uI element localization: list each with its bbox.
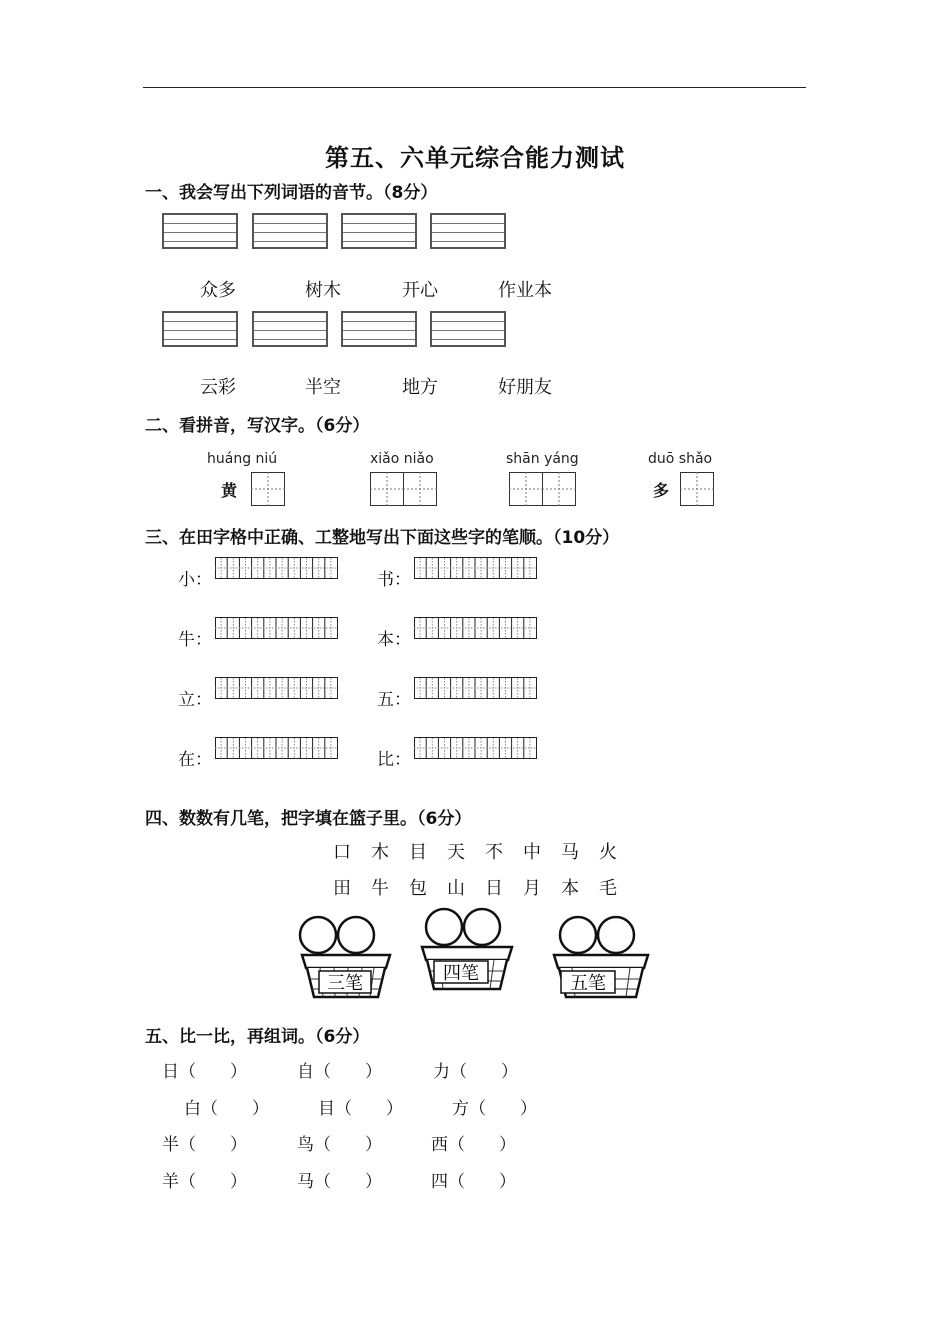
vocab-word: 地方 [402, 377, 438, 398]
baskets [290, 905, 660, 1005]
word-formation-item[interactable]: 马（ ） [297, 1172, 382, 1192]
stroke-order-grid[interactable] [215, 677, 338, 699]
word-formation-item[interactable]: 力（ ） [433, 1062, 518, 1082]
pinyin-writing-box[interactable] [430, 213, 506, 249]
vocab-word: 云彩 [200, 377, 236, 398]
word-formation-item[interactable]: 四（ ） [431, 1172, 516, 1192]
basket-five-strokes [554, 917, 648, 997]
sort-character: 月 [523, 878, 541, 899]
tianzige-box[interactable] [680, 472, 714, 506]
sort-character: 日 [485, 878, 503, 899]
sort-character: 牛 [371, 878, 389, 899]
header-rule [143, 87, 806, 88]
tianzige-box[interactable] [251, 472, 285, 506]
sort-character: 毛 [599, 878, 617, 899]
page-title: 第五、六单元综合能力测试 [325, 144, 625, 172]
pinyin-writing-box[interactable] [162, 311, 238, 347]
vocab-word: 半空 [305, 377, 341, 398]
tianzige-box[interactable] [370, 472, 404, 506]
basket-label-2: 四笔 [443, 963, 479, 984]
section-5-heading: 五、比一比，再组词。（6分） [145, 1027, 370, 1047]
stroke-order-grid[interactable] [215, 737, 338, 759]
stroke-char-label: 本： [377, 630, 411, 650]
sort-character: 本 [561, 878, 579, 899]
stroke-char-label: 牛： [178, 630, 212, 650]
sort-character: 包 [409, 878, 427, 899]
word-formation-item[interactable]: 方（ ） [452, 1099, 537, 1119]
section-4-heading: 四、数数有几笔，把字填在篮子里。（6分） [145, 809, 472, 829]
sort-character: 火 [599, 842, 617, 863]
section-1-heading: 一、我会写出下列词语的音节。（8分） [145, 183, 438, 203]
word-formation-item[interactable]: 羊（ ） [162, 1172, 247, 1192]
sort-character: 不 [485, 842, 503, 863]
vocab-word: 开心 [402, 280, 438, 301]
sort-character: 马 [561, 842, 579, 863]
stroke-char-label: 在： [178, 750, 212, 770]
given-character: 多 [653, 481, 670, 500]
stroke-order-grid[interactable] [215, 557, 338, 579]
pinyin-writing-box[interactable] [341, 311, 417, 347]
pinyin-prompt: huáng niú [207, 451, 278, 467]
stroke-order-grid[interactable] [414, 617, 537, 639]
sort-character: 目 [409, 842, 427, 863]
pinyin-writing-box[interactable] [252, 311, 328, 347]
stroke-char-label: 比： [377, 750, 411, 770]
sort-character: 口 [333, 842, 351, 863]
section-3-heading: 三、在田字格中正确、工整地写出下面这些字的笔顺。（10分） [145, 528, 620, 548]
basket-label-1: 三笔 [327, 973, 363, 994]
word-formation-item[interactable]: 西（ ） [431, 1135, 516, 1155]
basket-label-3: 五笔 [570, 973, 606, 994]
word-formation-item[interactable]: 白（ ） [184, 1099, 269, 1119]
sort-character: 田 [333, 878, 351, 899]
tianzige-box[interactable] [542, 472, 576, 506]
stroke-order-grid[interactable] [414, 737, 537, 759]
stroke-char-label: 小： [178, 570, 212, 590]
pinyin-writing-box[interactable] [341, 213, 417, 249]
vocab-word: 好朋友 [498, 377, 552, 398]
word-formation-item[interactable]: 半（ ） [162, 1135, 247, 1155]
sort-character: 木 [371, 842, 389, 863]
tianzige-box[interactable] [509, 472, 543, 506]
stroke-char-label: 书： [377, 570, 411, 590]
given-character: 黄 [221, 481, 238, 500]
basket-three-strokes [300, 917, 390, 997]
sort-character: 天 [447, 842, 465, 863]
vocab-word: 众多 [200, 280, 236, 301]
stroke-char-label: 立： [178, 690, 212, 710]
pinyin-prompt: xiǎo niǎo [370, 451, 434, 467]
stroke-order-grid[interactable] [414, 557, 537, 579]
pinyin-writing-box[interactable] [430, 311, 506, 347]
word-formation-item[interactable]: 日（ ） [162, 1062, 247, 1082]
word-formation-item[interactable]: 自（ ） [297, 1062, 382, 1082]
pinyin-prompt: duō shǎo [648, 451, 713, 467]
vocab-word: 树木 [305, 280, 341, 301]
word-formation-item[interactable]: 鸟（ ） [297, 1135, 382, 1155]
pinyin-writing-box[interactable] [252, 213, 328, 249]
section-2-heading: 二、看拼音，写汉字。（6分） [145, 416, 370, 436]
sort-character: 中 [523, 842, 541, 863]
stroke-order-grid[interactable] [414, 677, 537, 699]
sort-character: 山 [447, 878, 465, 899]
stroke-char-label: 五： [377, 690, 411, 710]
vocab-word: 作业本 [498, 280, 552, 301]
tianzige-box[interactable] [403, 472, 437, 506]
pinyin-prompt: shān yáng [506, 451, 579, 467]
stroke-order-grid[interactable] [215, 617, 338, 639]
word-formation-item[interactable]: 目（ ） [318, 1099, 403, 1119]
basket-four-strokes [422, 909, 512, 989]
pinyin-writing-box[interactable] [162, 213, 238, 249]
